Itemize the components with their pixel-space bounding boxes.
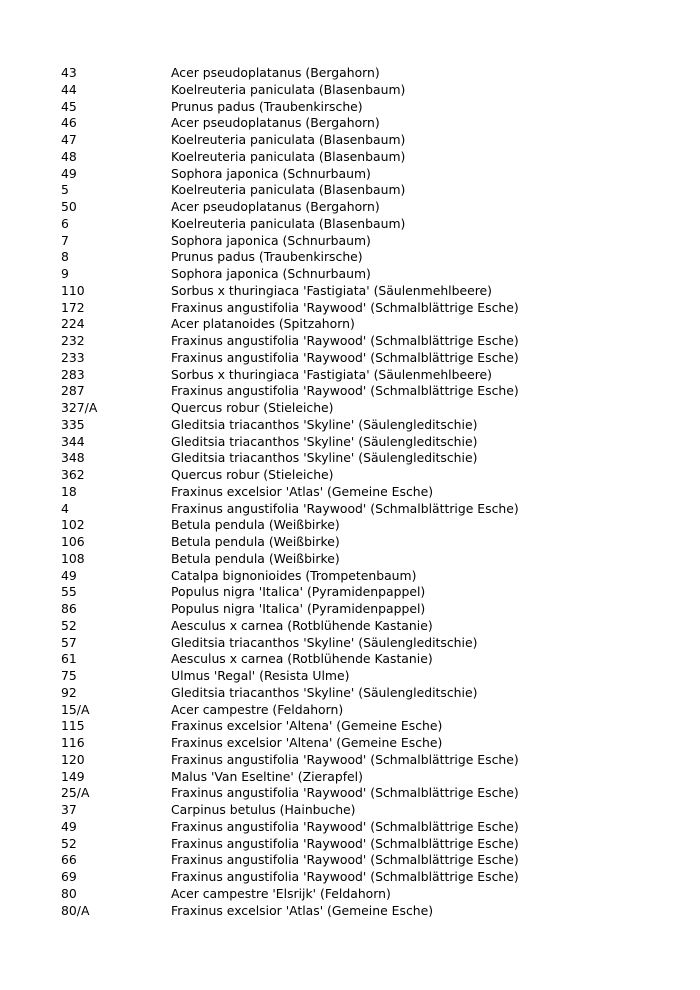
tree-species: Sorbus x thuringiaca 'Fastigiata' (Säulenmehlbeere) <box>171 366 493 382</box>
tree-number: 86 <box>61 601 77 616</box>
tree-species: Populus nigra 'Italica' (Pyramidenpappel) <box>171 601 426 616</box>
tree-species: Acer campestre (Feldahorn) <box>171 701 344 717</box>
tree-species: Fraxinus angustifolia 'Raywood' (Schmalblättrige Esche) <box>171 835 519 851</box>
tree-row <box>61 618 681 635</box>
tree-species: Gleditsia triacanthos 'Skyline' (Säulengleditschie) <box>171 684 478 700</box>
tree-species: Ulmus 'Regal' (Resista Ulme) <box>171 668 350 683</box>
tree-row <box>61 333 681 350</box>
tree-row <box>61 517 681 534</box>
tree-row <box>61 836 681 853</box>
tree-row <box>61 785 681 802</box>
tree-row <box>61 802 681 819</box>
tree-species: Acer pseudoplatanus (Bergahorn) <box>171 65 380 80</box>
tree-row <box>61 82 681 99</box>
tree-number: 7 <box>61 232 69 248</box>
tree-species: Quercus robur (Stieleiche) <box>171 400 334 415</box>
tree-row <box>61 434 681 451</box>
tree-species: Gleditsia triacanthos 'Skyline' (Säulengleditschie) <box>171 450 478 466</box>
tree-species: Fraxinus angustifolia 'Raywood' (Schmalblättrige Esche) <box>171 299 519 315</box>
tree-number: 66 <box>61 852 77 868</box>
tree-number: 50 <box>61 199 77 214</box>
tree-number: 49 <box>61 818 77 834</box>
tree-species: Fraxinus angustifolia 'Raywood' (Schmalblättrige Esche) <box>171 751 519 767</box>
tree-number: 115 <box>61 718 85 734</box>
tree-species: Acer pseudoplatanus (Bergahorn) <box>171 115 380 131</box>
tree-row <box>61 534 681 551</box>
tree-row <box>61 400 681 417</box>
tree-species: Fraxinus excelsior 'Atlas' (Gemeine Esche) <box>171 483 434 499</box>
tree-number: 46 <box>61 115 77 131</box>
tree-number: 48 <box>61 148 77 164</box>
tree-species: Quercus robur (Stieleiche) <box>171 467 334 482</box>
tree-number: 18 <box>61 483 77 499</box>
tree-row <box>61 149 681 166</box>
tree-species: Aesculus x carnea (Rotblühende Kastanie) <box>171 651 433 667</box>
tree-row <box>61 216 681 233</box>
tree-row <box>61 819 681 836</box>
tree-row <box>61 266 681 283</box>
tree-row <box>61 718 681 735</box>
tree-species: Fraxinus angustifolia 'Raywood' (Schmalblättrige Esche) <box>171 869 519 884</box>
tree-number: 102 <box>61 517 85 533</box>
tree-number: 232 <box>61 333 85 348</box>
tree-species: Acer pseudoplatanus (Bergahorn) <box>171 199 380 214</box>
tree-row <box>61 450 681 467</box>
tree-species: Sorbus x thuringiaca 'Fastigiata' (Säulenmehlbeere) <box>171 282 493 298</box>
tree-row <box>61 635 681 652</box>
tree-number: 110 <box>61 282 85 298</box>
tree-number: 49 <box>61 567 77 583</box>
tree-row <box>61 233 681 250</box>
tree-number: 4 <box>61 500 69 516</box>
tree-row <box>61 568 681 585</box>
tree-row <box>61 99 681 116</box>
tree-number: 75 <box>61 668 77 683</box>
tree-number: 52 <box>61 617 77 633</box>
tree-species: Fraxinus angustifolia 'Raywood' (Schmalblättrige Esche) <box>171 852 519 868</box>
tree-number: 287 <box>61 383 85 399</box>
tree-row <box>61 501 681 518</box>
tree-row <box>61 199 681 216</box>
tree-row <box>61 685 681 702</box>
tree-species: Catalpa bignonioides (Trompetenbaum) <box>171 567 417 583</box>
tree-number: 15/A <box>61 701 90 717</box>
tree-row <box>61 886 681 903</box>
tree-number: 80 <box>61 885 77 901</box>
tree-species: Betula pendula (Weißbirke) <box>171 550 340 566</box>
tree-row <box>61 651 681 668</box>
tree-species: Acer platanoides (Spitzahorn) <box>171 316 355 332</box>
tree-species: Populus nigra 'Italica' (Pyramidenpappel) <box>171 584 426 600</box>
tree-row <box>61 115 681 132</box>
tree-species: Fraxinus angustifolia 'Raywood' (Schmalblättrige Esche) <box>171 349 519 365</box>
tree-number: 57 <box>61 634 77 650</box>
tree-row <box>61 65 681 82</box>
tree-row <box>61 702 681 719</box>
tree-number: 335 <box>61 416 85 432</box>
tree-row <box>61 300 681 317</box>
tree-species: Gleditsia triacanthos 'Skyline' (Säulengleditschie) <box>171 634 478 650</box>
tree-species: Koelreuteria paniculata (Blasenbaum) <box>171 148 406 164</box>
tree-row <box>61 467 681 484</box>
tree-number: 5 <box>61 182 69 198</box>
tree-species: Betula pendula (Weißbirke) <box>171 517 340 533</box>
tree-species: Fraxinus angustifolia 'Raywood' (Schmalblättrige Esche) <box>171 818 519 834</box>
tree-number: 283 <box>61 366 85 382</box>
tree-species: Fraxinus excelsior 'Atlas' (Gemeine Esche) <box>171 902 434 918</box>
tree-number: 9 <box>61 266 69 281</box>
tree-species: Koelreuteria paniculata (Blasenbaum) <box>171 182 406 198</box>
tree-species: Fraxinus angustifolia 'Raywood' (Schmalblättrige Esche) <box>171 500 519 516</box>
tree-number: 362 <box>61 467 85 482</box>
tree-species: Fraxinus angustifolia 'Raywood' (Schmalblättrige Esche) <box>171 785 519 801</box>
tree-species: Koelreuteria paniculata (Blasenbaum) <box>171 215 406 231</box>
tree-list <box>61 65 681 919</box>
tree-number: 344 <box>61 433 85 449</box>
tree-row <box>61 249 681 266</box>
tree-row <box>61 668 681 685</box>
tree-row <box>61 417 681 434</box>
tree-number: 8 <box>61 249 69 265</box>
tree-row <box>61 869 681 886</box>
tree-species: Fraxinus excelsior 'Altena' (Gemeine Esche) <box>171 735 443 750</box>
tree-row <box>61 350 681 367</box>
tree-number: 43 <box>61 65 77 80</box>
tree-row <box>61 316 681 333</box>
tree-number: 61 <box>61 651 77 667</box>
tree-row <box>61 283 681 300</box>
tree-row <box>61 383 681 400</box>
tree-species: Betula pendula (Weißbirke) <box>171 534 340 549</box>
tree-species: Gleditsia triacanthos 'Skyline' (Säulengleditschie) <box>171 416 478 432</box>
tree-number: 149 <box>61 768 85 784</box>
tree-species: Carpinus betulus (Hainbuche) <box>171 802 356 817</box>
tree-row <box>61 903 681 920</box>
tree-number: 327/A <box>61 400 98 415</box>
tree-number: 92 <box>61 684 77 700</box>
tree-number: 106 <box>61 534 85 549</box>
tree-row <box>61 182 681 199</box>
tree-species: Malus 'Van Eseltine' (Zierapfel) <box>171 768 363 784</box>
tree-number: 108 <box>61 550 85 566</box>
tree-species: Fraxinus excelsior 'Altena' (Gemeine Esche) <box>171 718 443 734</box>
tree-number: 116 <box>61 735 85 750</box>
tree-species: Prunus padus (Traubenkirsche) <box>171 98 363 114</box>
tree-number: 69 <box>61 869 77 884</box>
tree-number: 6 <box>61 215 69 231</box>
tree-number: 45 <box>61 98 77 114</box>
tree-row <box>61 752 681 769</box>
tree-row <box>61 584 681 601</box>
tree-row <box>61 735 681 752</box>
tree-row <box>61 166 681 183</box>
tree-number: 224 <box>61 316 85 332</box>
tree-row <box>61 769 681 786</box>
tree-species: Koelreuteria paniculata (Blasenbaum) <box>171 132 406 147</box>
tree-species: Fraxinus angustifolia 'Raywood' (Schmalblättrige Esche) <box>171 333 519 348</box>
tree-species: Sophora japonica (Schnurbaum) <box>171 266 371 281</box>
tree-species: Aesculus x carnea (Rotblühende Kastanie) <box>171 617 433 633</box>
tree-number: 233 <box>61 349 85 365</box>
tree-number: 172 <box>61 299 85 315</box>
tree-row <box>61 484 681 501</box>
tree-species: Sophora japonica (Schnurbaum) <box>171 232 371 248</box>
tree-row <box>61 367 681 384</box>
tree-number: 37 <box>61 802 77 817</box>
tree-row <box>61 601 681 618</box>
tree-number: 120 <box>61 751 85 767</box>
tree-number: 47 <box>61 132 77 147</box>
tree-number: 49 <box>61 165 77 181</box>
tree-species: Koelreuteria paniculata (Blasenbaum) <box>171 81 406 97</box>
tree-species: Gleditsia triacanthos 'Skyline' (Säulengleditschie) <box>171 433 478 449</box>
tree-species: Fraxinus angustifolia 'Raywood' (Schmalblättrige Esche) <box>171 383 519 399</box>
tree-species: Prunus padus (Traubenkirsche) <box>171 249 363 265</box>
tree-number: 80/A <box>61 902 90 918</box>
tree-number: 348 <box>61 450 85 466</box>
tree-species: Acer campestre 'Elsrijk' (Feldahorn) <box>171 885 391 901</box>
tree-number: 55 <box>61 584 77 600</box>
tree-number: 25/A <box>61 785 90 801</box>
tree-number: 52 <box>61 835 77 851</box>
tree-species: Sophora japonica (Schnurbaum) <box>171 165 371 181</box>
tree-number: 44 <box>61 81 77 97</box>
tree-row <box>61 132 681 149</box>
tree-row <box>61 852 681 869</box>
tree-row <box>61 551 681 568</box>
